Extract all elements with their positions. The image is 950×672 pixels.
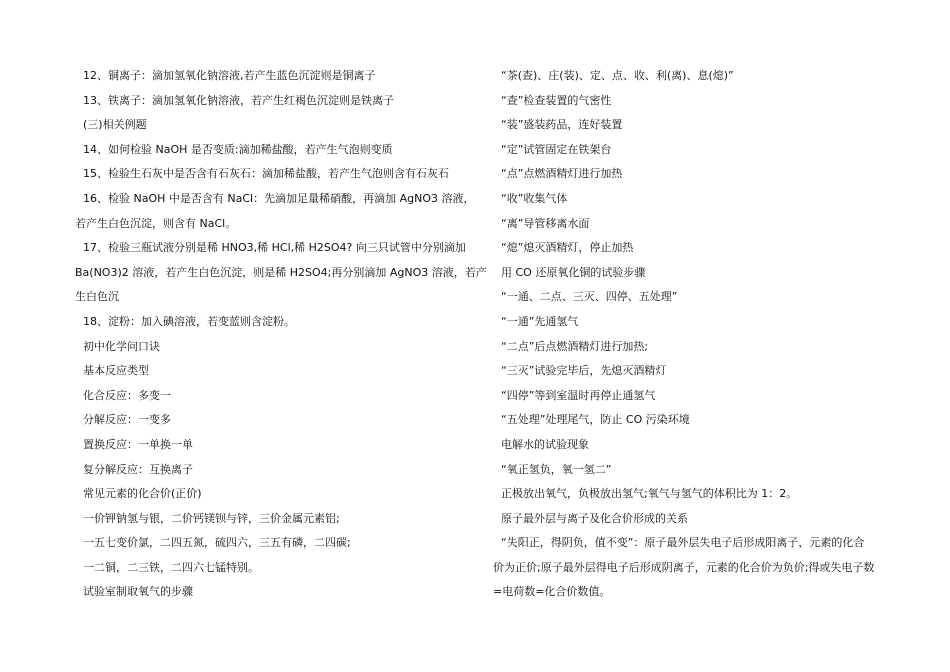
text-line: “一通、二点、三灭、四停、五处理” <box>501 290 678 304</box>
right-text-column <box>493 64 893 605</box>
text-line: “离”导管移离水面 <box>501 216 590 230</box>
text-line: 一二铜，二三铁，二四六七锰特别。 <box>83 560 259 574</box>
text-line: “点”点燃酒精灯进行加热 <box>501 167 623 181</box>
text-line: “五处理”处理尾气，防止 CO 污染环境 <box>501 413 690 427</box>
text-line: “收”收集气体 <box>501 191 568 205</box>
text-line: 12、铜离子：滴加氢氧化钠溶液,若产生蓝色沉淀则是铜离子 <box>83 69 376 82</box>
text-line: “三灭”试验完毕后，先熄灭酒精灯 <box>501 364 667 378</box>
text-line: 17、检验三瓶试液分别是稀 HNO3,稀 HCl,稀 H2SO4? 向三只试管中分别滴加 <box>83 241 466 255</box>
text-line: 一价钾钠氢与银，二价钙镁钡与锌，三价金属元素铝; <box>83 511 340 525</box>
text-line: 13、铁离子：滴加氢氧化钠溶液，若产生红褐色沉淀则是铁离子 <box>83 93 394 107</box>
text-line: 18、淀粉：加入碘溶液，若变蓝则含淀粉。 <box>83 314 295 328</box>
text-line: 电解水的试验现象 <box>501 437 589 451</box>
text-line: 初中化学问口诀 <box>83 339 160 353</box>
text-line: “一通”先通氢气 <box>501 314 579 328</box>
text-line: “查”检查装置的气密性 <box>501 93 612 107</box>
text-line: 生白色沉 <box>75 290 119 304</box>
text-line: 一五七变价氯，二四五氮，硫四六，三五有磷，二四碳; <box>83 536 351 550</box>
text-line: 若产生白色沉淀，则含有 NaCl。 <box>75 216 237 230</box>
text-line: 常见元素的化合价(正价) <box>83 487 202 501</box>
text-line: 试验室制取氧气的步骤 <box>83 585 193 599</box>
text-line: =电荷数=化合价数值。 <box>493 585 611 599</box>
text-line: “失阳正，得阴负，值不变”：原子最外层失电子后形成阳离子，元素的化合 <box>501 536 865 550</box>
left-text-column <box>75 64 487 605</box>
text-line: “定”试管固定在铁架台 <box>501 142 612 156</box>
text-line: 置换反应：一单换一单 <box>83 437 193 451</box>
text-line: (三)相关例题 <box>83 118 147 132</box>
text-line: 用 CO 还原氧化铜的试验步骤 <box>501 265 646 279</box>
text-line: 原子最外层与离子及化合价形成的关系 <box>501 511 688 525</box>
text-line: 正极放出氧气，负极放出氢气;氧气与氢气的体积比为 1：2。 <box>501 487 798 501</box>
text-line: “装”盛装药品，连好装置 <box>501 118 623 132</box>
text-line: 基本反应类型 <box>83 364 149 378</box>
text-line: 分解反应：一变多 <box>83 413 171 427</box>
text-line: “二点”后点燃酒精灯进行加热; <box>501 339 649 353</box>
text-line: 化合反应：多变一 <box>83 388 171 402</box>
text-line: 价为正价;原子最外层得电子后形成阴离子，元素的化合价为负价;得或失电子数 <box>493 560 875 574</box>
text-line: “四停”等到室温时再停止通氢气 <box>501 388 656 402</box>
text-line: “氧正氢负，氧一氢二” <box>501 462 612 476</box>
text-line: “熄”熄灭酒精灯，停止加热 <box>501 241 634 255</box>
text-line: “茶(查)、庄(装)、定、点、收、利(离)、息(熄)” <box>501 69 734 82</box>
text-line: 14、如何检验 NaOH 是否变质:滴加稀盐酸，若产生气泡则变质 <box>83 142 393 156</box>
text-line: 复分解反应：互换离子 <box>83 462 193 476</box>
text-line: 16、检验 NaOH 中是否含有 NaCl：先滴加足量稀硝酸，再滴加 AgNO3 溶液， <box>83 191 475 205</box>
text-line: 15、检验生石灰中是否含有石灰石：滴加稀盐酸，若产生气泡则含有石灰石 <box>83 167 449 181</box>
text-line: Ba(NO3)2 溶液，若产生白色沉淀，则是稀 H2SO4;再分别滴加 AgNO3 溶液，若产 <box>75 265 487 279</box>
